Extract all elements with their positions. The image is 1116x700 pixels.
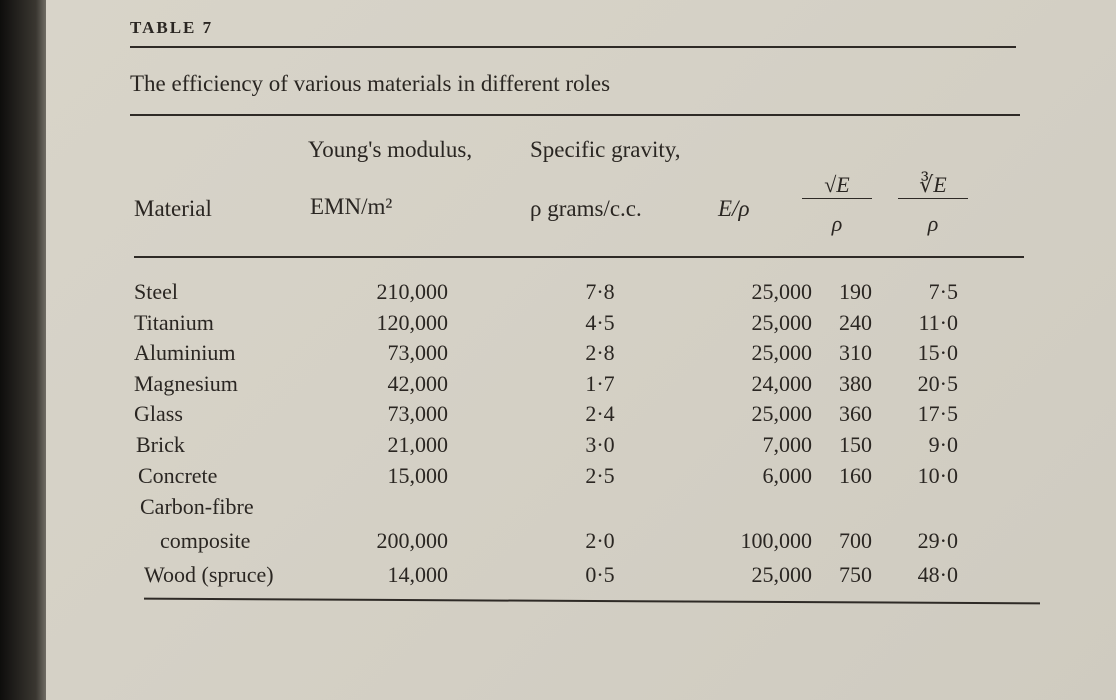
cell-young-modulus: 21,000 — [387, 432, 448, 457]
cell-cbrt-e-over-rho: 29·0 — [917, 528, 958, 553]
table-title: The efficiency of various materials in different roles — [130, 71, 611, 96]
cell-young-modulus: 15,000 — [387, 463, 448, 488]
cell-material: Steel — [134, 279, 178, 304]
header-material: Material — [134, 196, 212, 221]
cell-sqrt-e-over-rho: 750 — [839, 562, 872, 587]
header-young-modulus: Young's modulus, — [308, 137, 473, 162]
header-e-over-rho: E/ρ — [718, 196, 750, 221]
cell-specific-gravity: 0·5 — [585, 562, 615, 587]
cell-material: Aluminium — [134, 340, 236, 365]
cell-young-modulus: 200,000 — [376, 528, 448, 553]
cell-e-over-rho: 6,000 — [762, 463, 812, 488]
cell-sqrt-e-over-rho: 360 — [839, 401, 872, 426]
cbrt-denominator: ρ — [927, 211, 939, 236]
book-page — [46, 0, 1116, 700]
header-rule — [134, 256, 1024, 258]
cell-sqrt-e-over-rho: 190 — [839, 279, 872, 304]
header-cbrt-e-over-rho — [898, 172, 968, 237]
header-e-units: EMN/m² — [310, 194, 393, 219]
header-specific-gravity: Specific gravity, — [530, 137, 681, 162]
cell-cbrt-e-over-rho: 17·5 — [917, 401, 958, 426]
cell-specific-gravity: 2·0 — [585, 528, 615, 553]
cell-e-over-rho: 100,000 — [740, 528, 812, 553]
cell-e-over-rho: 24,000 — [751, 371, 812, 396]
cell-e-over-rho: 25,000 — [751, 279, 812, 304]
cell-specific-gravity: 4·5 — [585, 310, 615, 335]
cell-sqrt-e-over-rho: 310 — [839, 340, 872, 365]
cell-cbrt-e-over-rho: 7·5 — [928, 279, 958, 304]
cell-cbrt-e-over-rho: 48·0 — [917, 562, 958, 587]
cell-specific-gravity: 3·0 — [585, 432, 615, 457]
cell-cbrt-e-over-rho: 15·0 — [917, 340, 958, 365]
cell-cbrt-e-over-rho: 10·0 — [917, 463, 958, 488]
cell-cbrt-e-over-rho: 9·0 — [928, 432, 958, 457]
top-rule — [130, 46, 1016, 48]
cell-cbrt-e-over-rho: 20·5 — [917, 371, 958, 396]
title-rule — [130, 114, 1020, 116]
table-label: TABLE 7 — [130, 18, 214, 37]
header-rho-units: ρ grams/c.c. — [530, 196, 642, 221]
cell-material: Wood (spruce) — [144, 562, 274, 587]
cell-young-modulus: 14,000 — [387, 562, 448, 587]
cell-young-modulus: 73,000 — [387, 401, 448, 426]
cell-specific-gravity: 2·4 — [585, 401, 615, 426]
cell-sqrt-e-over-rho: 380 — [839, 371, 872, 396]
cell-material: Concrete — [138, 463, 218, 488]
cell-sqrt-e-over-rho: 240 — [839, 310, 872, 335]
cell-young-modulus: 73,000 — [387, 340, 448, 365]
cell-material: Brick — [136, 432, 185, 457]
bottom-rule — [144, 598, 1040, 605]
cell-specific-gravity: 2·5 — [585, 463, 615, 488]
cell-e-over-rho: 25,000 — [751, 340, 812, 365]
cell-young-modulus: 210,000 — [376, 279, 448, 304]
cbrt-numerator: ∛E — [898, 172, 968, 199]
cell-material: Glass — [134, 401, 183, 426]
cell-young-modulus: 42,000 — [387, 371, 448, 396]
sqrt-numerator: √E — [802, 172, 872, 199]
cell-sqrt-e-over-rho: 160 — [839, 463, 872, 488]
cell-e-over-rho: 25,000 — [751, 562, 812, 587]
cell-material: composite — [160, 528, 251, 553]
cell-sqrt-e-over-rho: 150 — [839, 432, 872, 457]
cell-specific-gravity: 7·8 — [585, 279, 615, 304]
cell-material: Titanium — [134, 310, 214, 335]
cell-cbrt-e-over-rho: 11·0 — [918, 310, 958, 335]
cell-sqrt-e-over-rho: 700 — [839, 528, 872, 553]
cell-material: Carbon-fibre — [140, 494, 254, 519]
cell-specific-gravity: 2·8 — [585, 340, 615, 365]
cell-material: Magnesium — [134, 371, 238, 396]
header-sqrt-e-over-rho — [802, 172, 872, 237]
cell-e-over-rho: 25,000 — [751, 310, 812, 335]
cell-young-modulus: 120,000 — [376, 310, 448, 335]
sqrt-denominator: ρ — [831, 211, 843, 236]
cell-specific-gravity: 1·7 — [585, 371, 615, 396]
cell-e-over-rho: 7,000 — [762, 432, 812, 457]
cell-e-over-rho: 25,000 — [751, 401, 812, 426]
